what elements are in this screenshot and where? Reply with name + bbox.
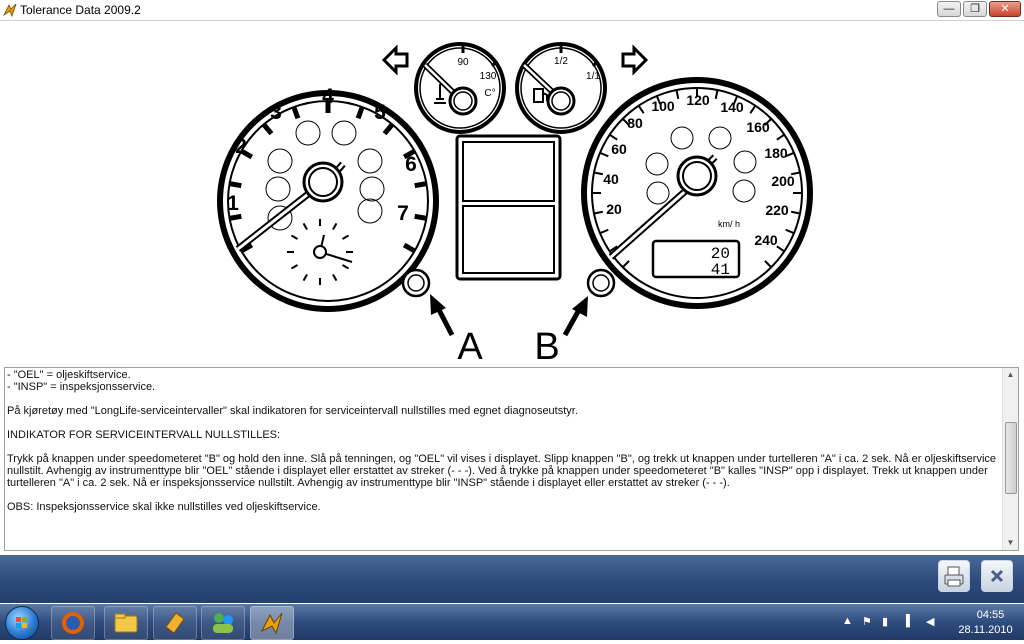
speed-unit: km/ h xyxy=(717,219,741,229)
volume-icon[interactable]: ◀ xyxy=(926,616,935,628)
firefox-taskbar-button[interactable] xyxy=(51,606,95,640)
gauge-tick xyxy=(230,184,242,186)
scroll-down-icon[interactable]: ▼ xyxy=(1006,538,1015,547)
gauge-tick xyxy=(415,216,427,218)
app-taskbar-button[interactable] xyxy=(153,606,197,640)
tacho-label: 4 xyxy=(322,85,334,108)
tolerance-data-icon xyxy=(251,607,293,639)
tacho-label: 6 xyxy=(405,153,417,176)
text-line: - "INSP" = inspeksjonsservice. xyxy=(7,381,156,393)
fuel-label: 1/2 xyxy=(554,56,568,67)
scroll-thumb[interactable] xyxy=(1005,422,1017,494)
minimize-button[interactable]: — xyxy=(937,1,961,17)
app-icon xyxy=(3,3,17,17)
fuel-label: 1/1 xyxy=(586,71,600,82)
text-note: OBS: Inspeksjonsservice skal ikke nullstilles ved oljeskiftservice. xyxy=(7,501,321,513)
messenger-icon xyxy=(202,607,244,639)
close-icon xyxy=(982,561,1012,591)
speed-label: 200 xyxy=(771,173,795,189)
clock-time[interactable]: 04:55 xyxy=(976,609,1005,621)
network-icon[interactable]: ▐ xyxy=(902,615,910,627)
clock-date[interactable]: 28.11.2010 xyxy=(958,624,1013,636)
speed-label: 140 xyxy=(720,99,744,115)
action-bar xyxy=(0,555,1024,603)
speed-label: 100 xyxy=(651,98,675,114)
maximize-button[interactable]: ❐ xyxy=(963,1,987,17)
speedometer xyxy=(584,80,810,306)
previous-arrow-icon[interactable] xyxy=(384,48,407,72)
text-heading: INDIKATOR FOR SERVICEINTERVALL NULLSTILLES: xyxy=(7,429,281,441)
file-explorer-icon xyxy=(105,607,147,639)
tacho-label: 2 xyxy=(235,135,247,158)
label-a: A xyxy=(457,326,483,366)
print-icon xyxy=(939,561,969,591)
system-tray xyxy=(838,604,1024,640)
center-display xyxy=(457,136,560,279)
temperature-gauge xyxy=(416,44,504,132)
vertical-scrollbar[interactable] xyxy=(1002,368,1018,550)
speed-label: 40 xyxy=(603,171,619,187)
start-button[interactable] xyxy=(5,606,39,640)
action-center-icon[interactable]: ⚑ xyxy=(862,616,872,628)
button-b[interactable] xyxy=(588,270,614,296)
text-line: - "OEL" = oljeskiftservice. xyxy=(7,369,131,381)
print-button[interactable] xyxy=(938,560,970,592)
text-paragraph: På kjøretøy med "LongLife-serviceintervaller" skal indikatoren for serviceintervall nullstilles med egnet diagnoseutstyr. xyxy=(7,405,578,417)
speed-label: 220 xyxy=(765,202,789,218)
tachometer xyxy=(220,85,436,309)
taskbar xyxy=(0,604,1024,640)
speed-label: 180 xyxy=(764,145,788,161)
windows-logo-icon xyxy=(6,607,38,639)
title-bar xyxy=(0,0,1024,21)
gauge-tick xyxy=(415,184,427,186)
speed-label: 80 xyxy=(627,115,643,131)
explorer-taskbar-button[interactable] xyxy=(104,606,148,640)
text-paragraph: Trykk på knappen under speedometeret "B" og hold den inne. Slå på tenningen, og "OEL" vil vises i displayet. Slipp knappen "B", og trekk ut knappen under turtelleren "A" i ca. 2 sek. Nå er oljeskiftservice nullstilt. Avhengig av instrumenttype blir "OEL" stående i displayet eller erstattet av streker (- - -). Ved å trykke på knappen under speedometeret "B" kalles "INSP" opp i displayet. Trekk ut knappen under turtelleren "A" i ca. 2 sek. Nå er inspeksjonsservice nullstilt. Avhengig av instrumenttype blir "INSP" stående i displayet eller erstattet av streker (- - -). xyxy=(7,453,997,489)
firefox-icon xyxy=(52,607,94,639)
tacho-label: 3 xyxy=(270,101,282,124)
description-text xyxy=(7,369,997,513)
tacho-label: 5 xyxy=(374,101,386,124)
show-hidden-icons-icon[interactable]: ▲ xyxy=(842,615,853,627)
tacho-label: 7 xyxy=(397,202,409,225)
button-a[interactable] xyxy=(403,270,429,296)
window-title: Tolerance Data 2009.2 xyxy=(20,3,141,17)
battery-icon[interactable]: ▮ xyxy=(882,616,889,628)
display-line2: 41 xyxy=(710,261,730,279)
arrow-b-icon xyxy=(565,296,588,335)
scroll-up-icon[interactable]: ▲ xyxy=(1006,370,1015,379)
gauge-tick xyxy=(230,216,242,218)
temp-unit: C° xyxy=(484,88,496,99)
next-arrow-icon[interactable] xyxy=(623,48,646,72)
fuel-gauge xyxy=(517,44,605,132)
instrument-cluster-figure xyxy=(0,21,1024,366)
speed-label: 20 xyxy=(606,201,622,217)
speed-label: 60 xyxy=(611,141,627,157)
app-icon xyxy=(154,607,196,639)
label-b: B xyxy=(534,326,560,366)
messenger-taskbar-button[interactable] xyxy=(201,606,245,640)
temp-label: 130 xyxy=(479,71,497,82)
speed-label: 120 xyxy=(686,92,710,108)
arrow-a-icon xyxy=(430,294,452,335)
display-line1: 20 xyxy=(710,245,730,263)
temp-label: 90 xyxy=(457,57,469,68)
description-text-pane[interactable] xyxy=(4,367,1019,551)
close-view-button[interactable] xyxy=(981,560,1013,592)
close-button[interactable]: ✕ xyxy=(989,1,1021,17)
speed-label: 240 xyxy=(754,232,778,248)
tacho-label: 1 xyxy=(227,192,239,215)
tolerance-data-taskbar-button[interactable] xyxy=(250,606,294,640)
speed-label: 160 xyxy=(746,119,770,135)
